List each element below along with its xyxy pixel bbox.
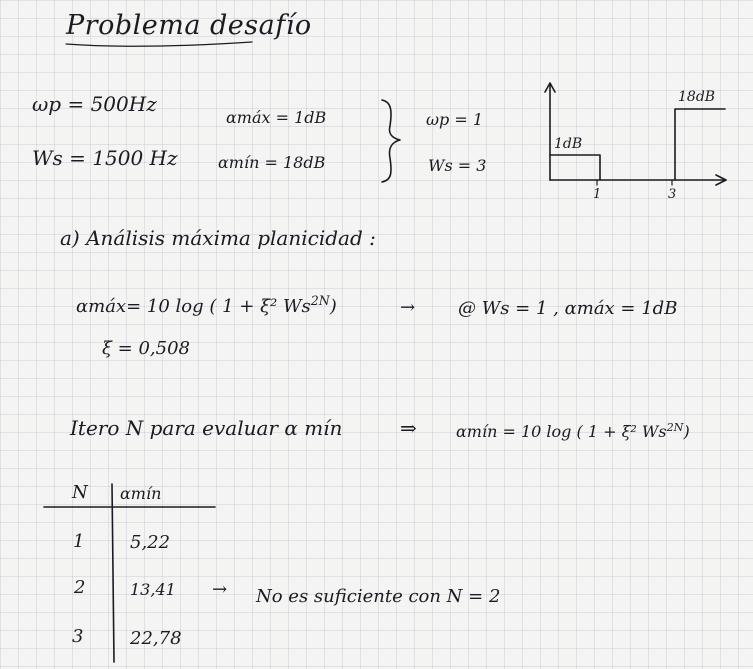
section-a-heading: a) Análisis máxima planicidad :	[60, 226, 376, 250]
wp-spec: ωp = 500Hz	[32, 92, 157, 116]
iterate-text: Itero N para evaluar α mín	[70, 416, 343, 440]
table-header-n: N	[72, 482, 88, 503]
amax-formula-lhs: αmáx= 10 log ( 1 + ξ² Ws	[76, 296, 311, 317]
amin-formula	[456, 420, 690, 441]
page-title: Problema desafío	[66, 10, 312, 41]
passband-mask	[550, 155, 600, 180]
wp-normalized: ωp = 1	[426, 110, 484, 129]
note-arrow: →	[212, 579, 228, 600]
amin-formula-exponent: 2N	[666, 420, 684, 434]
stopband-label: 18dB	[678, 89, 716, 105]
amax-formula	[76, 293, 337, 317]
table-header-amin: αmín	[120, 484, 162, 503]
table-row-amin: 5,22	[130, 532, 171, 553]
passband-label: 1dB	[554, 136, 583, 152]
table-row-n: 1	[73, 531, 85, 552]
amax-formula-rhs: )	[329, 296, 337, 317]
attenuation-sketch	[540, 76, 740, 201]
ws-normalized: Ws = 3	[428, 156, 487, 175]
stopband-mask	[675, 109, 725, 180]
insufficient-note: No es suficiente con N = 2	[256, 586, 501, 607]
specs-brace	[372, 96, 412, 186]
tick-1-label: 1	[593, 187, 602, 201]
table-row-amin: 13,41	[130, 580, 176, 599]
tick-3-label: 3	[668, 187, 677, 201]
table-row-amin: 22,78	[130, 628, 182, 649]
ws-spec: Ws = 1500 Hz	[32, 146, 178, 170]
table-column-rule	[112, 484, 114, 662]
amin-spec: αmín = 18dB	[218, 153, 326, 172]
amax-formula-exponent: 2N	[310, 293, 330, 309]
normalization-condition: @ Ws = 1 , αmáx = 1dB	[458, 298, 678, 319]
title-underline	[0, 0, 753, 60]
table-row-n: 2	[74, 577, 86, 598]
xi-value: ξ = 0,508	[102, 338, 190, 359]
amin-formula-rhs: )	[683, 422, 690, 441]
amin-formula-lhs: αmín = 10 log ( 1 + ξ² Ws	[456, 422, 667, 441]
implies-arrow: ⇒	[400, 416, 417, 440]
amax-spec: αmáx = 1dB	[226, 108, 327, 127]
table-row-n: 3	[72, 626, 84, 647]
formula-arrow: →	[400, 297, 416, 318]
